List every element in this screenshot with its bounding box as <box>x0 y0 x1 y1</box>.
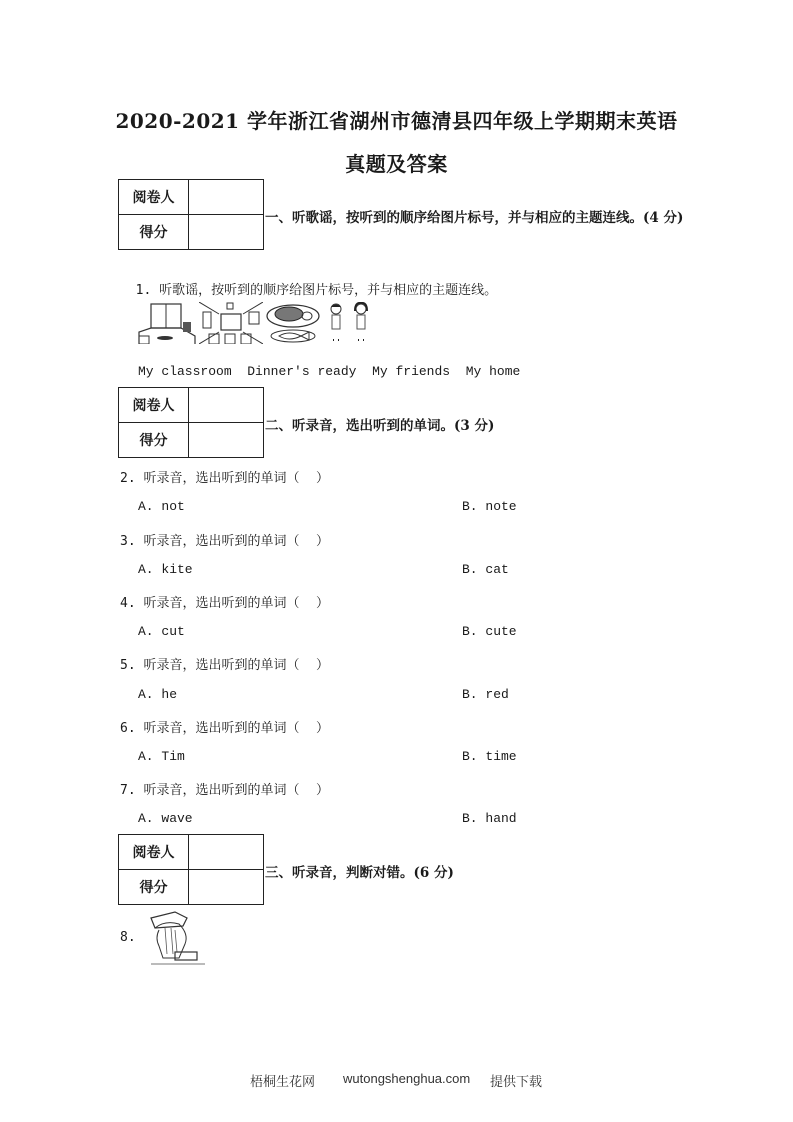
question-2-option-b: B. note <box>462 499 517 514</box>
question-5 <box>120 654 329 673</box>
section-3-heading: 三、听录音，判断对错。(6 分) <box>265 865 454 881</box>
question-stem: 听录音，选出听到的单词（ ） <box>143 783 330 798</box>
question-number: 5. <box>120 658 136 673</box>
reviewer-label: 阅卷人 <box>119 180 189 215</box>
question-5-option-a: A. he <box>138 687 178 702</box>
question-1-captions <box>138 364 520 379</box>
question-4-option-b: B. cute <box>462 624 517 639</box>
score-label: 得分 <box>119 423 189 458</box>
section-1-heading: 一、听歌谣，按听到的顺序给图片标号，并与相应的主题连线。(4 分) <box>265 210 684 226</box>
question-number: 7. <box>120 783 136 798</box>
question-7-option-a: A. wave <box>138 811 193 826</box>
caption-dinners-ready: Dinner's ready <box>247 364 357 379</box>
score-table-section-3 <box>118 834 264 905</box>
footer-site-url[interactable]: wutongshenghua.com <box>343 1071 471 1086</box>
score-field[interactable] <box>189 870 264 905</box>
reviewer-field[interactable] <box>189 835 264 870</box>
food-plate-picture <box>265 302 323 344</box>
question-6 <box>120 717 329 736</box>
question-stem: 听歌谣，按听到的顺序给图片标号，并与相应的主题连线。 <box>159 283 498 298</box>
question-number: 6. <box>120 721 136 736</box>
question-4 <box>120 592 329 611</box>
classroom-picture <box>199 302 263 344</box>
footer-site-name: 梧桐生花网 <box>250 1075 316 1090</box>
question-8-number: 8. <box>120 930 136 945</box>
score-field[interactable] <box>189 215 264 250</box>
question-7-option-b: B. hand <box>462 811 517 826</box>
score-label: 得分 <box>119 870 189 905</box>
question-number: 4. <box>120 596 136 611</box>
question-4-option-a: A. cut <box>138 624 185 639</box>
girl-with-box-picture <box>145 910 209 966</box>
score-field[interactable] <box>189 423 264 458</box>
reviewer-label: 阅卷人 <box>119 388 189 423</box>
score-table-section-1 <box>118 179 264 250</box>
caption-my-classroom: My classroom <box>138 364 232 379</box>
question-6-option-b: B. time <box>462 749 517 764</box>
question-stem: 听录音，选出听到的单词（ ） <box>143 596 330 611</box>
score-label: 得分 <box>119 215 189 250</box>
question-stem: 听录音，选出听到的单词（ ） <box>143 658 330 673</box>
question-stem: 听录音，选出听到的单词（ ） <box>143 534 330 549</box>
score-table-section-2 <box>118 387 264 458</box>
question-5-option-b: B. red <box>462 687 509 702</box>
question-number: 3. <box>120 534 136 549</box>
question-3-option-b: B. cat <box>462 562 509 577</box>
question-stem: 听录音，选出听到的单词（ ） <box>143 471 330 486</box>
question-1 <box>120 264 497 298</box>
question-2 <box>120 467 329 486</box>
question-3 <box>120 530 329 549</box>
question-3-option-a: A. kite <box>138 562 193 577</box>
caption-my-friends: My friends <box>372 364 451 379</box>
reviewer-label: 阅卷人 <box>119 835 189 870</box>
question-number: 2. <box>120 471 136 486</box>
question-stem: 听录音，选出听到的单词（ ） <box>143 721 330 736</box>
caption-my-home: My home <box>465 364 521 379</box>
living-room-picture <box>137 302 197 344</box>
girl-picture <box>349 302 373 344</box>
document-title-line1: 2020-2021 学年浙江省湖州市德清县四年级上学期期末英语 <box>115 109 678 133</box>
boy-picture <box>325 302 347 344</box>
reviewer-field[interactable] <box>189 388 264 423</box>
question-1-pictures <box>137 302 373 344</box>
question-number: 1. <box>135 283 152 298</box>
section-2-heading: 二、听录音，选出听到的单词。(3 分) <box>265 418 495 434</box>
question-7 <box>120 779 329 798</box>
reviewer-field[interactable] <box>189 180 264 215</box>
document-title-line2: 真题及答案 <box>345 152 448 176</box>
question-6-option-a: A. Tim <box>138 749 185 764</box>
footer-download-text: 提供下载 <box>490 1075 543 1090</box>
question-2-option-a: A. not <box>138 499 185 514</box>
